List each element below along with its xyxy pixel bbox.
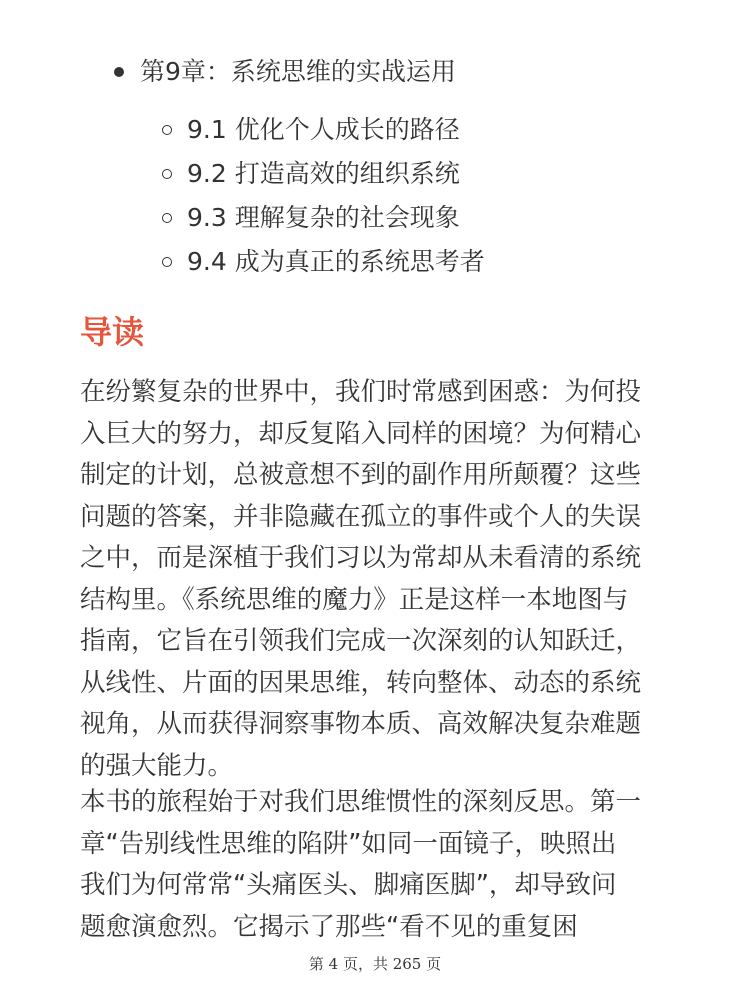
bullet-circle-icon xyxy=(162,169,172,179)
paragraph-line: 题愈演愈烈。它揭示了那些“看不见的重复困 xyxy=(80,911,578,942)
paragraph-line: 制定的计划，总被意想不到的副作用所颠覆？这些 xyxy=(80,460,642,490)
paragraph-line: 章“告别线性思维的陷阱”如同一面镜子，映照出 xyxy=(80,828,617,859)
toc-section-item xyxy=(162,240,485,284)
paragraph-line: 我们为何常常“头痛医头、脚痛医脚”，却导致问 xyxy=(80,870,617,900)
paragraph-line: 结构里。《系统思维的魔力》正是这样一本地图与 xyxy=(80,584,629,615)
section-heading: 导读 xyxy=(80,313,145,351)
toc-section-label: 9.1 优化个人成长的路径 xyxy=(187,115,460,144)
bullet-circle-icon xyxy=(162,213,172,223)
toc-section-label: 9.3 理解复杂的社会现象 xyxy=(187,203,460,232)
paragraph-line: 本书的旅程始于对我们思维惯性的深刻反思。第一 xyxy=(80,787,642,817)
toc-section-label: 9.2 打造高效的组织系统 xyxy=(187,159,460,188)
toc-section-item xyxy=(162,196,485,240)
toc-section-label: 9.4 成为真正的系统思考者 xyxy=(187,247,485,276)
page-footer: 第 4 页，共 265 页 xyxy=(308,955,442,973)
toc-chapter-item xyxy=(110,52,456,92)
body-paragraph xyxy=(80,782,680,948)
paragraph-line: 从线性、片面的因果思维，转向整体、动态的系统 xyxy=(80,667,642,698)
bullet-circle-icon xyxy=(162,125,172,135)
bullet-circle-icon xyxy=(162,257,172,267)
toc-chapter-label: 第9章：系统思维的实战运用 xyxy=(140,57,456,86)
paragraph-line: 的强大能力。 xyxy=(80,750,234,781)
paragraph-line: 指南，它旨在引领我们完成一次深刻的认知跃迁， xyxy=(80,626,642,656)
paragraph-line: 在纷繁复杂的世界中，我们时常感到困惑：为何投 xyxy=(80,377,642,407)
paragraph-line: 问题的答案，并非隐藏在孤立的事件或个人的失误 xyxy=(80,501,642,532)
paragraph-line: 入巨大的努力，却反复陷入同样的困境？为何精心 xyxy=(80,418,642,449)
toc-section-item xyxy=(162,152,485,196)
toc-section-list xyxy=(162,108,485,284)
paragraph-line: 之中，而是深植于我们习以为常却从未看清的系统 xyxy=(80,543,642,573)
bullet-disc-icon xyxy=(114,67,124,77)
paragraph-line: 视角，从而获得洞察事物本质、高效解决复杂难题 xyxy=(80,709,642,739)
body-paragraph xyxy=(80,372,680,787)
toc-section-item xyxy=(162,108,485,152)
